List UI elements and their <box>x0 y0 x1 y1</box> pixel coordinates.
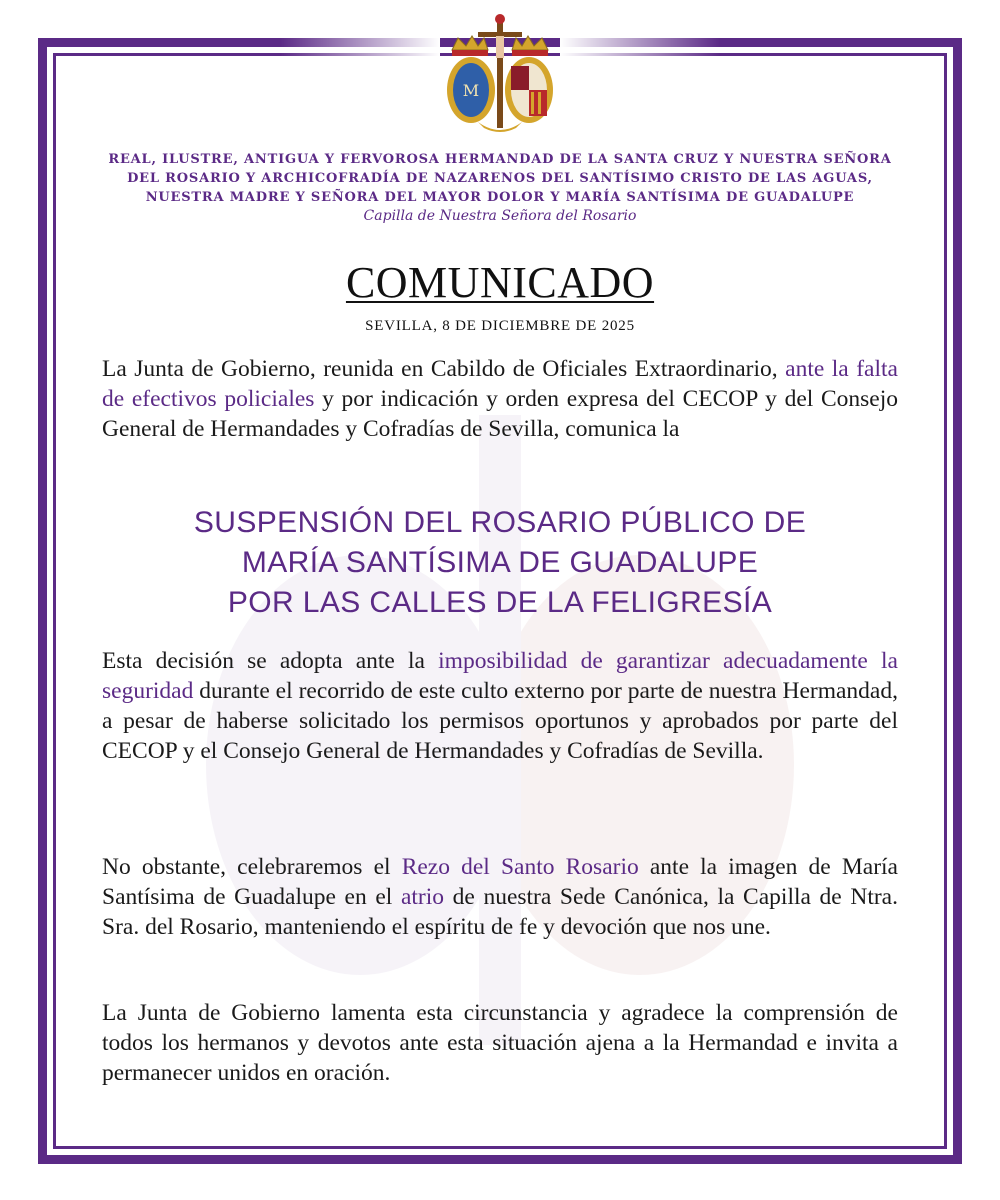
paragraph-reason-text-2: durante el recorrido de este culto externo por parte de nuestra Hermandad, a pesar de haberse solicitado los permisos oportunos y aprobados por parte del CECOP y el Consejo General de Hermandades y Cofradías de Sevilla. <box>102 678 898 764</box>
paragraph-intro <box>102 354 898 444</box>
paragraph-rosary-text-2: ante la imagen de María Santísima de Guadalupe en el <box>102 854 898 910</box>
highlight-atrio: atrio <box>400 884 445 910</box>
svg-text:M: M <box>462 81 480 100</box>
paragraph-intro-text-2: y por indicación y orden expresa del CECOP y del Consejo General de Hermandades y Cofradías de Sevilla, comunica la <box>102 386 898 442</box>
highlight-rosary: Rezo del Santo Rosario <box>401 854 639 880</box>
headline-line-2: MARÍA SANTÍSIMA DE GUADALUPE <box>241 546 759 579</box>
suspension-headline <box>100 503 900 623</box>
highlight-police-shortage: ante la falta de efectivos policiales <box>102 356 898 412</box>
headline-line-3: POR LAS CALLES DE LA FELIGRESÍA <box>227 586 773 619</box>
page-title: COMUNICADO <box>345 258 655 307</box>
paragraph-intro-text-1: La Junta de Gobierno, reunida en Cabildo de Oficiales Extraordinario, <box>102 356 786 382</box>
date-line: SEVILLA, 8 DE DICIEMBRE DE 2025 <box>365 318 635 334</box>
chapel-name: Capilla de Nuestra Señora del Rosario <box>363 208 637 224</box>
paragraph-reason-text-1: Esta decisión se adopta ante la <box>102 648 439 674</box>
paragraph-rosary-text-3: de nuestra Sede Canónica, la Capilla de Ntra. Sra. del Rosario, manteniendo el espíritu de fe y devoción que nos une. <box>102 884 898 940</box>
frame-fade-left <box>280 38 440 58</box>
brotherhood-coat-of-arms-icon <box>438 10 562 140</box>
paragraph-reason <box>102 646 898 766</box>
brotherhood-name: REAL, ILUSTRE, ANTIGUA Y FERVOROSA HERMANDAD DE LA SANTA CRUZ Y NUESTRA SEÑORA DEL ROSARIO Y ARCHICOFRADÍA DE NAZARENOS DEL SANTÍSIMO CRISTO DE LAS AGUAS, NUESTRA MADRE Y SEÑORA DEL MAYOR DOLOR Y MARÍA SANTÍSIMA DE GUADALUPE <box>108 152 892 205</box>
headline-line-1: SUSPENSIÓN DEL ROSARIO PÚBLICO DE <box>193 506 807 539</box>
paragraph-closing: La Junta de Gobierno lamenta esta circunstancia y agradece la comprensión de todos los hermanos y devotos ante esta situación ajena a la Hermandad e invita a permanecer unidos en oración. <box>102 1000 898 1086</box>
highlight-safety: imposibilidad de garantizar adecuadamente la seguridad <box>102 648 898 704</box>
frame-fade-right <box>560 38 720 58</box>
paragraph-rosary <box>102 852 898 942</box>
paragraph-rosary-text-1: No obstante, celebraremos el <box>102 854 402 880</box>
